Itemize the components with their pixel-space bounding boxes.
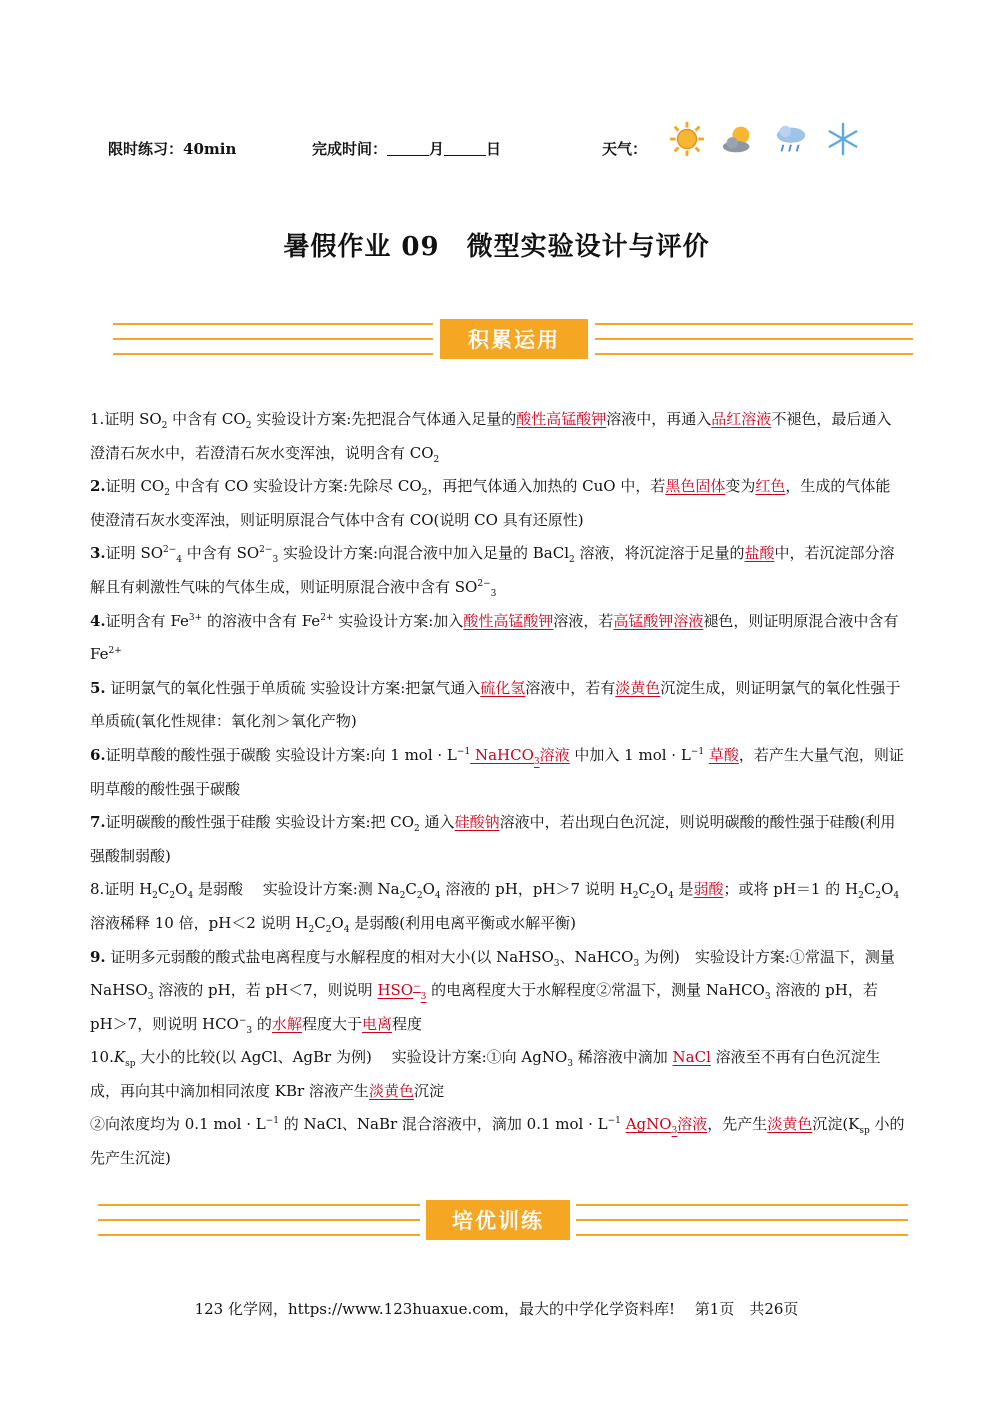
- item-text: 2: [399, 891, 406, 902]
- item-text: 证明 CO: [105, 477, 165, 496]
- item-text: 中含有 CO 实验设计方案:先除尽 CO: [169, 477, 422, 496]
- item-text: 中加入 1 mol · L: [569, 745, 691, 764]
- item-text: 2: [169, 891, 176, 902]
- item-text: 2: [433, 454, 440, 465]
- item-text: 溶液至不再有白色沉淀生成，再向其中滴加相同浓度 KBr 溶液产生: [90, 1048, 881, 1100]
- exercise-item: [90, 403, 905, 470]
- item-text: O: [881, 880, 894, 899]
- answer-text: 3: [533, 756, 540, 767]
- item-text: 溶液的 pH，若 pH＞7，则说明 HCO: [90, 981, 878, 1033]
- item-text: 4: [176, 555, 183, 566]
- item-text: 的溶液中含有 Fe: [202, 611, 321, 630]
- item-text: 稀溶液中滴加: [573, 1048, 673, 1067]
- answer-text: 黑色固体: [665, 477, 726, 496]
- answer-text: 溶液: [677, 1115, 708, 1134]
- answer-text: −: [413, 982, 421, 993]
- item-text: O: [331, 913, 344, 932]
- item-text: 是: [673, 880, 694, 899]
- item-text: 中含有 CO: [167, 410, 246, 428]
- answer-text: 水解: [271, 1014, 302, 1033]
- answer-text: 硅酸钠: [454, 813, 500, 832]
- item-text: 4: [187, 891, 194, 902]
- item-text: 程度大于: [301, 1014, 362, 1033]
- item-text: 4: [893, 891, 900, 902]
- exercise-item: [90, 1041, 905, 1108]
- item-text: 中含有 SO: [182, 544, 260, 563]
- time-limit: 限时练习：40min: [108, 140, 237, 158]
- answer-text: 草酸: [708, 745, 739, 764]
- page-footer: 123 化学网，https://www.123huaxue.com，最大的中学化学资料库! 第1页 共26页: [194, 1300, 799, 1318]
- answer-text: 硫化氢: [480, 678, 526, 697]
- item-text: 3: [147, 992, 154, 1003]
- item-text: 4: [667, 891, 674, 902]
- answer-text: 淡黄色: [615, 678, 661, 697]
- rain-icon[interactable]: [772, 120, 810, 158]
- item-text: C: [863, 880, 876, 899]
- item-text: C: [314, 913, 326, 932]
- weather-icons: [668, 120, 862, 158]
- item-text: 3: [764, 992, 771, 1003]
- exercise-item: [90, 537, 905, 604]
- item-text: O: [655, 880, 668, 899]
- item-text: 2: [245, 421, 252, 431]
- answer-text: 电离: [361, 1014, 392, 1033]
- item-text: 2+: [320, 612, 334, 623]
- answer-text: 3: [420, 992, 427, 1003]
- item-text: 沉淀生成，则证明氯气的氧化性强于单质硫(氧化性规律：氧化剂＞氧化产物): [90, 678, 901, 731]
- item-text: −1: [265, 1116, 279, 1127]
- item-text: 溶液的 pH，pH＞7 说明 H: [440, 880, 633, 899]
- item-text: 证明多元弱酸的酸式盐电离程度与水解程度的相对大小(以 NaHSO: [105, 947, 554, 966]
- day-label: 日: [486, 140, 502, 158]
- item-text: 2−: [259, 545, 273, 556]
- item-text: ，生成的气体能使澄清石灰水变浑浊，则证明原混合气体中含有 CO(说明 CO 具有还原性): [90, 477, 891, 529]
- item-text: 3+: [188, 612, 203, 623]
- answer-text: 溶液: [539, 745, 570, 764]
- item-number: 1.: [90, 410, 105, 428]
- exercise-content: [90, 403, 905, 1176]
- item-text: −1: [690, 746, 705, 757]
- item-text: 2: [569, 555, 575, 566]
- completion-time: [312, 138, 501, 159]
- answer-text: 品红溶液: [711, 410, 772, 428]
- item-text: 溶液的 pH，若 pH＜7，则说明: [153, 981, 378, 1000]
- section-title-training: 培优训练: [426, 1200, 570, 1240]
- item-text: 实验设计方案:先把混合气体通入足量的: [251, 410, 517, 428]
- item-text: 证明含有 Fe: [105, 611, 189, 630]
- answer-text: 弱酸: [693, 880, 724, 899]
- section-banner-accumulate: [113, 319, 913, 359]
- item-text: 4: [343, 924, 350, 935]
- item-text: 证明 SO: [104, 410, 162, 428]
- item-text: 、NaHCO: [559, 947, 634, 966]
- item-text: 沉淀: [413, 1081, 444, 1100]
- item-text: 不褪色，最后通入澄清石灰水中，若澄清石灰水变浑浊，说明含有 CO: [90, 410, 892, 462]
- answer-text: 红色: [755, 477, 786, 496]
- page-title: 暑假作业 09 微型实验设计与评价: [283, 232, 710, 262]
- weather-label: 天气：: [602, 140, 648, 158]
- item-text: 溶液中，若出现白色沉淀，则说明碳酸的酸性强于硅酸(利用强酸制弱酸): [90, 813, 896, 865]
- item-number: 7.: [90, 813, 106, 832]
- answer-text: 3: [671, 1126, 678, 1137]
- item-text: 溶液中，若有: [525, 678, 616, 697]
- item-text: 程度: [391, 1014, 422, 1033]
- item-text: 2−: [163, 545, 177, 556]
- item-text: 2: [308, 924, 315, 935]
- item-text: 变为: [725, 477, 756, 496]
- item-text: 为例) 实验设计方案:①常温下，测量 NaHSO: [90, 947, 895, 1000]
- item-text: 证明草酸的酸性强于碳酸 实验设计方案:向 1 mol · L: [105, 745, 457, 764]
- exercise-item: [90, 605, 905, 672]
- item-text: 2: [325, 924, 332, 935]
- item-text: 实验设计方案:向混合液中加入足量的 BaCl: [278, 544, 570, 563]
- item-number: 5.: [90, 678, 106, 697]
- exercise-item: [90, 941, 905, 1042]
- item-text: 的: [252, 1014, 272, 1033]
- answer-text: AgNO: [625, 1115, 672, 1134]
- exercise-item: [90, 806, 905, 873]
- item-text: 通入: [419, 813, 455, 832]
- item-text: 3: [553, 958, 560, 969]
- section-title-accumulate: 积累运用: [440, 319, 588, 359]
- item-number: 6.: [90, 745, 106, 764]
- item-text: 2: [875, 891, 882, 902]
- item-text: 2: [421, 488, 428, 499]
- item-number: 4.: [90, 611, 106, 630]
- item-text: 证明氯气的氧化性强于单质硫 实验设计方案:把氯气通入: [105, 678, 481, 697]
- item-text: −1: [456, 746, 471, 757]
- item-text: 溶液，将沉淀溶于足量的: [574, 544, 745, 563]
- item-text: ，先产生: [707, 1115, 768, 1134]
- sun-icon[interactable]: [668, 120, 706, 158]
- item-text: C: [405, 880, 417, 899]
- exercise-item: [90, 470, 905, 537]
- partly-cloudy-icon[interactable]: [720, 120, 758, 158]
- item-text: 2: [416, 891, 423, 902]
- item-text: 溶液，若: [553, 611, 614, 630]
- exercise-item: [90, 1108, 905, 1175]
- item-text: O: [422, 880, 435, 899]
- answer-text: 酸性高锰酸钾: [516, 410, 607, 428]
- answer-text: 淡黄色: [767, 1115, 813, 1134]
- item-text: 沉淀(K: [812, 1115, 860, 1134]
- item-text: 2: [161, 421, 168, 431]
- item-text: −: [238, 1015, 247, 1026]
- item-number: 8.: [90, 880, 105, 899]
- item-text: O: [175, 880, 188, 899]
- answer-text: NaHCO: [470, 745, 534, 764]
- item-number: 9.: [90, 947, 106, 966]
- answer-text: 高锰酸钾溶液: [613, 611, 704, 630]
- exercise-item: [90, 873, 905, 940]
- item-text: 中，若沉淀部分溶解且有刺激性气味的气体生成，则证明原混合液中含有 SO: [90, 544, 895, 596]
- item-text: sp: [859, 1126, 870, 1137]
- item-text: 2: [414, 824, 420, 835]
- item-text: 实验设计方案:加入: [333, 611, 464, 630]
- item-text: sp: [125, 1059, 136, 1070]
- item-text: 3: [567, 1059, 573, 1070]
- item-text: 小的先产生沉淀): [90, 1115, 905, 1168]
- item-text: 3: [633, 958, 640, 969]
- item-text: ②向浓度均为 0.1 mol · L: [90, 1115, 266, 1134]
- month-label: 月: [429, 140, 445, 158]
- item-text: 2: [164, 488, 170, 499]
- item-text: K: [113, 1048, 126, 1067]
- item-number: 2.: [90, 477, 106, 496]
- item-text: ，若产生大量气泡，则证明草酸的酸性强于碳酸: [90, 745, 904, 798]
- item-text: C: [638, 880, 650, 899]
- answer-text: 盐酸: [744, 544, 775, 563]
- item-text: 3: [272, 555, 279, 566]
- day-blank[interactable]: [444, 141, 486, 156]
- item-text: 2: [858, 891, 864, 902]
- exercise-item: [90, 672, 905, 739]
- item-text: 褪色，则证明原混合液中含有 Fe: [90, 611, 899, 664]
- item-text: 4: [434, 891, 441, 902]
- answer-text: 酸性高锰酸钾: [463, 611, 554, 630]
- item-text: −1: [607, 1116, 621, 1127]
- month-blank[interactable]: [387, 141, 429, 156]
- snowflake-icon[interactable]: [824, 120, 862, 158]
- item-text: 是弱酸(利用电离平衡或水解平衡): [349, 913, 576, 932]
- item-text: 2−: [477, 578, 491, 589]
- item-text: 溶液稀释 10 倍，pH＜2 说明 H: [90, 913, 309, 932]
- answer-text: 淡黄色: [368, 1081, 414, 1100]
- completion-label: 完成时间：: [312, 140, 388, 158]
- item-text: 是弱酸 实验设计方案:测 Na: [193, 880, 400, 899]
- item-text: C: [157, 880, 170, 899]
- exercise-item: [90, 739, 905, 806]
- item-text: ；或将 pH＝1 的 H: [723, 880, 859, 899]
- item-text: 的电离程度大于水解程度②常温下，测量 NaHCO: [426, 981, 765, 1000]
- item-text: 证明 H: [104, 880, 153, 899]
- item-text: 2: [632, 891, 639, 902]
- item-text: 3: [490, 588, 497, 599]
- item-text: 的 NaCl、NaBr 混合溶液中，滴加 0.1 mol · L: [279, 1115, 608, 1134]
- answer-text: NaCl: [672, 1048, 711, 1067]
- item-text: 证明碳酸的酸性强于硅酸 实验设计方案:把 CO: [105, 813, 415, 832]
- item-text: 2: [152, 891, 158, 902]
- item-text: ，再把气体通入加热的 CuO 中，若: [427, 477, 666, 496]
- item-text: 2: [649, 891, 656, 902]
- answer-text: HSO: [377, 981, 414, 1000]
- item-number: 10.: [90, 1048, 114, 1067]
- item-text: 3: [246, 1025, 253, 1036]
- item-text: 证明 SO: [105, 544, 164, 563]
- item-text: 大小的比较(以 AgCl、AgBr 为例) 实验设计方案:①向 AgNO: [135, 1048, 568, 1067]
- item-number: 3.: [90, 544, 106, 563]
- section-banner-training: [98, 1200, 908, 1240]
- item-text: 2+: [108, 646, 122, 657]
- item-text: 溶液中，再通入: [606, 410, 712, 428]
